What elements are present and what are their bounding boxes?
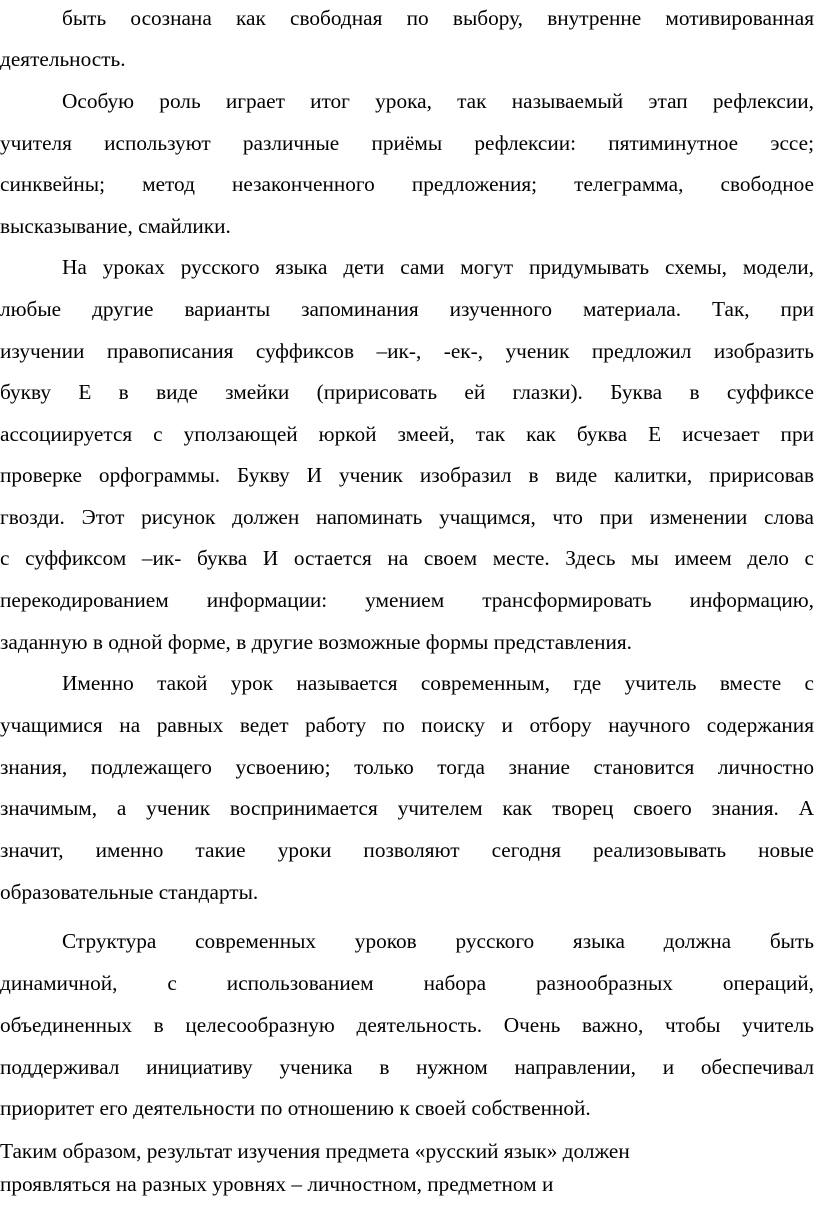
text-line: букву Е в виде змейки (пририсовать ей глазки). Буква в суффиксе (0, 380, 814, 404)
text-line: проявляться на разных уровнях – личностном, предметном и (0, 1172, 554, 1196)
text-line: перекодированием информации: умением трансформировать информацию, (0, 588, 814, 612)
text-line: изучении правописания суффиксов –ик-, -ек-, ученик предложил изобразить (0, 339, 814, 363)
text-line: с суффиксом –ик- буква И остается на своем месте. Здесь мы имеем дело с (0, 546, 814, 570)
text-line: значимым, а ученик воспринимается учителем как творец своего знания. А (0, 796, 814, 820)
text-line: быть осознана как свободная по выбору, внутренне мотивированная (62, 6, 814, 30)
text-line: учителя используют различные приёмы рефлексии: пятиминутное эссе; (0, 131, 814, 155)
text-line: На уроках русского языка дети сами могут придумывать схемы, модели, (62, 255, 814, 279)
text-line: поддерживал инициативу ученика в нужном направлении, и обеспечивал (0, 1055, 814, 1079)
text-line: учащимися на равных ведет работу по поиску и отбору научного содержания (0, 713, 814, 737)
text-line: Именно такой урок называется современным, где учитель вместе с (62, 671, 814, 695)
text-line: деятельность. (0, 47, 126, 71)
text-line: значит, именно такие уроки позволяют сегодня реализовывать новые (0, 838, 814, 862)
text-line: любые другие варианты запоминания изученного материала. Так, при (0, 297, 814, 321)
text-line: синквейны; метод незаконченного предложения; телеграмма, свободное (0, 172, 814, 196)
text-line: знания, подлежащего усвоению; только тогда знание становится личностно (0, 755, 814, 779)
text-line: гвозди. Этот рисунок должен напоминать учащимся, что при изменении слова (0, 505, 814, 529)
text-line: ассоциируется с уползающей юркой змеей, так как буква Е исчезает при (0, 422, 814, 446)
text-line: Таким образом, результат изучения предмета «русский язык» должен (0, 1139, 630, 1163)
text-line: проверке орфограммы. Букву И ученик изобразил в виде калитки, пририсовав (0, 463, 814, 487)
text-line: Структура современных уроков русского языка должна быть (62, 929, 814, 953)
text-line: заданную в одной форме, в другие возможные формы представления. (0, 630, 632, 654)
text-line: Особую роль играет итог урока, так называемый этап рефлексии, (62, 89, 814, 113)
text-line: объединенных в целесообразную деятельность. Очень важно, чтобы учитель (0, 1013, 814, 1037)
text-line: высказывание, смайлики. (0, 214, 231, 238)
text-line: приоритет его деятельности по отношению к своей собственной. (0, 1096, 591, 1120)
text-line: образовательные стандарты. (0, 880, 259, 904)
text-line: динамичной, с использованием набора разнообразных операций, (0, 971, 814, 995)
